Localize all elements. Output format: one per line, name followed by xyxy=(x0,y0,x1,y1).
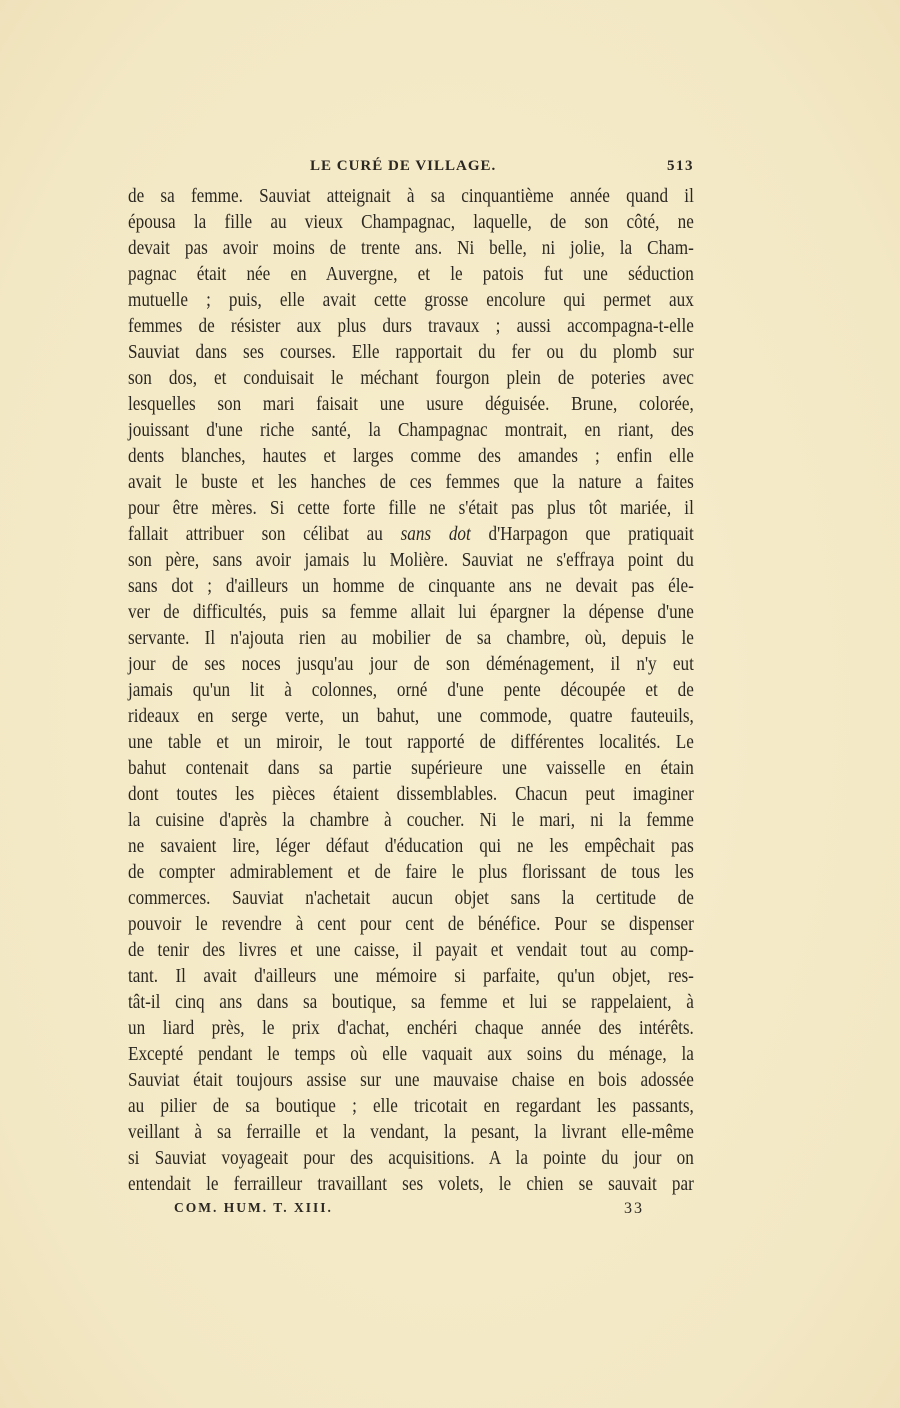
text-line xyxy=(128,548,694,574)
text-run: rideaux en serge verte, un bahut, une commode, quatre fauteuils, xyxy=(128,706,694,727)
text-run: avait le buste et les hanches de ces femmes que la nature a faites xyxy=(128,472,694,493)
text-run: ver de difficultés, puis sa femme allait lui épargner la dépense d'une xyxy=(128,602,694,623)
text-line xyxy=(128,834,694,860)
text-run: fallait attribuer son célibat au xyxy=(128,524,401,545)
text-line xyxy=(128,730,694,756)
text-run: dont toutes les pièces étaient dissemblables. Chacun peut imaginer xyxy=(128,784,694,805)
text-run: veillant à sa ferraille et la vendant, la pesant, la livrant elle-même xyxy=(128,1122,694,1143)
text-run: un liard près, le prix d'achat, enchéri chaque année des intérêts. xyxy=(128,1018,694,1039)
text-run: pagnac était née en Auvergne, et le patois fut une séduction xyxy=(128,264,694,285)
text-line xyxy=(128,288,694,314)
text-run: servante. Il n'ajouta rien au mobilier de sa chambre, où, depuis le xyxy=(128,628,694,649)
text-line xyxy=(128,184,694,210)
text-run: de compter admirablement et de faire le plus florissant de tous les xyxy=(128,862,694,883)
text-line xyxy=(128,366,694,392)
text-run: Excepté pendant le temps où elle vaquait aux soins du ménage, la xyxy=(128,1044,694,1065)
text-line xyxy=(128,470,694,496)
page-number: 513 xyxy=(667,158,694,174)
text-line xyxy=(128,444,694,470)
text-line xyxy=(128,262,694,288)
text-run: pouvoir le revendre à cent pour cent de bénéfice. Pour se dispenser xyxy=(128,914,694,935)
text-line xyxy=(128,886,694,912)
text-line xyxy=(128,1172,694,1198)
text-line xyxy=(128,678,694,704)
text-run: d'Harpagon que pratiquait xyxy=(470,524,694,545)
text-run: au pilier de sa boutique ; elle tricotait en regardant les passants, xyxy=(128,1096,694,1117)
text-run: Sauviat dans ses courses. Elle rapportait du fer ou du plomb sur xyxy=(128,342,694,363)
text-line xyxy=(128,756,694,782)
text-run: commerces. Sauviat n'achetait aucun objet sans la certitude de xyxy=(128,888,694,909)
text-line xyxy=(128,938,694,964)
text-line xyxy=(128,418,694,444)
text-line xyxy=(128,652,694,678)
text-line xyxy=(128,1016,694,1042)
text-run: de sa femme. Sauviat atteignait à sa cinquantième année quand il xyxy=(128,186,694,207)
text-line xyxy=(128,964,694,990)
text-line xyxy=(128,496,694,522)
italic-phrase: sans dot xyxy=(400,524,471,545)
text-line xyxy=(128,782,694,808)
text-run: devait pas avoir moins de trente ans. Ni belle, ni jolie, la Cham- xyxy=(128,238,694,259)
text-run: tant. Il avait d'ailleurs une mémoire si parfaite, qu'un objet, res- xyxy=(128,966,694,987)
text-line xyxy=(128,808,694,834)
text-line xyxy=(128,626,694,652)
body-text xyxy=(128,184,771,1198)
text-run: tât-il cinq ans dans sa boutique, sa femme et lui se rappelaient, à xyxy=(128,992,694,1013)
running-title: LE CURÉ DE VILLAGE. xyxy=(310,158,497,174)
text-run: jamais qu'un lit à colonnes, orné d'une pente découpée et de xyxy=(128,680,694,701)
text-run: dents blanches, hautes et larges comme des amandes ; enfin elle xyxy=(128,446,694,467)
text-run: son dos, et conduisait le méchant fourgon plein de poteries avec xyxy=(128,368,694,389)
text-run: ne savaient lire, léger défaut d'éducation qui ne les empêchait pas xyxy=(128,836,694,857)
text-run: mutuelle ; puis, elle avait cette grosse encolure qui permet aux xyxy=(128,290,694,311)
signature-number: 33 xyxy=(624,1200,644,1217)
signature-mark: COM. HUM. T. XIII. xyxy=(174,1200,333,1215)
text-line xyxy=(128,574,694,600)
text-run: bahut contenait dans sa partie supérieure une vaisselle en étain xyxy=(128,758,694,779)
text-line xyxy=(128,990,694,1016)
running-header xyxy=(310,158,694,180)
text-line xyxy=(128,522,694,548)
text-line xyxy=(128,1094,694,1120)
text-run: si Sauviat voyageait pour des acquisitions. A la pointe du jour on xyxy=(128,1148,694,1169)
text-run: femmes de résister aux plus durs travaux ; aussi accompagna-t-elle xyxy=(128,316,694,337)
text-line xyxy=(128,860,694,886)
text-run: son père, sans avoir jamais lu Molière. Sauviat ne s'effraya point du xyxy=(128,550,694,571)
text-line xyxy=(128,236,694,262)
text-run: jour de ses noces jusqu'au jour de son déménagement, il n'y eut xyxy=(128,654,694,675)
text-line xyxy=(128,1146,694,1172)
text-run: de tenir des livres et une caisse, il payait et vendait tout au comp- xyxy=(128,940,694,961)
text-run: lesquelles son mari faisait une usure déguisée. Brune, colorée, xyxy=(128,394,694,415)
text-line xyxy=(128,340,694,366)
text-line xyxy=(128,314,694,340)
text-run: entendait le ferrailleur travaillant ses volets, le chien se sauvait par xyxy=(128,1174,694,1195)
text-line xyxy=(128,1042,694,1068)
text-line xyxy=(128,600,694,626)
text-run: Sauviat était toujours assise sur une mauvaise chaise en bois adossée xyxy=(128,1070,694,1091)
text-line xyxy=(128,1068,694,1094)
text-run: sans dot ; d'ailleurs un homme de cinquante ans ne devait pas éle- xyxy=(128,576,694,597)
text-line xyxy=(128,392,694,418)
text-run: épousa la fille au vieux Champagnac, laquelle, de son côté, ne xyxy=(128,212,694,233)
text-line xyxy=(128,704,694,730)
text-line xyxy=(128,210,694,236)
text-line xyxy=(128,1120,694,1146)
text-line xyxy=(128,912,694,938)
text-run: pour être mères. Si cette forte fille ne s'était pas plus tôt mariée, il xyxy=(128,498,694,519)
text-run: jouissant d'une riche santé, la Champagnac montrait, en riant, des xyxy=(128,420,694,441)
text-run: la cuisine d'après la chambre à coucher. Ni le mari, ni la femme xyxy=(128,810,694,831)
text-run: une table et un miroir, le tout rapporté de différentes localités. Le xyxy=(128,732,694,753)
